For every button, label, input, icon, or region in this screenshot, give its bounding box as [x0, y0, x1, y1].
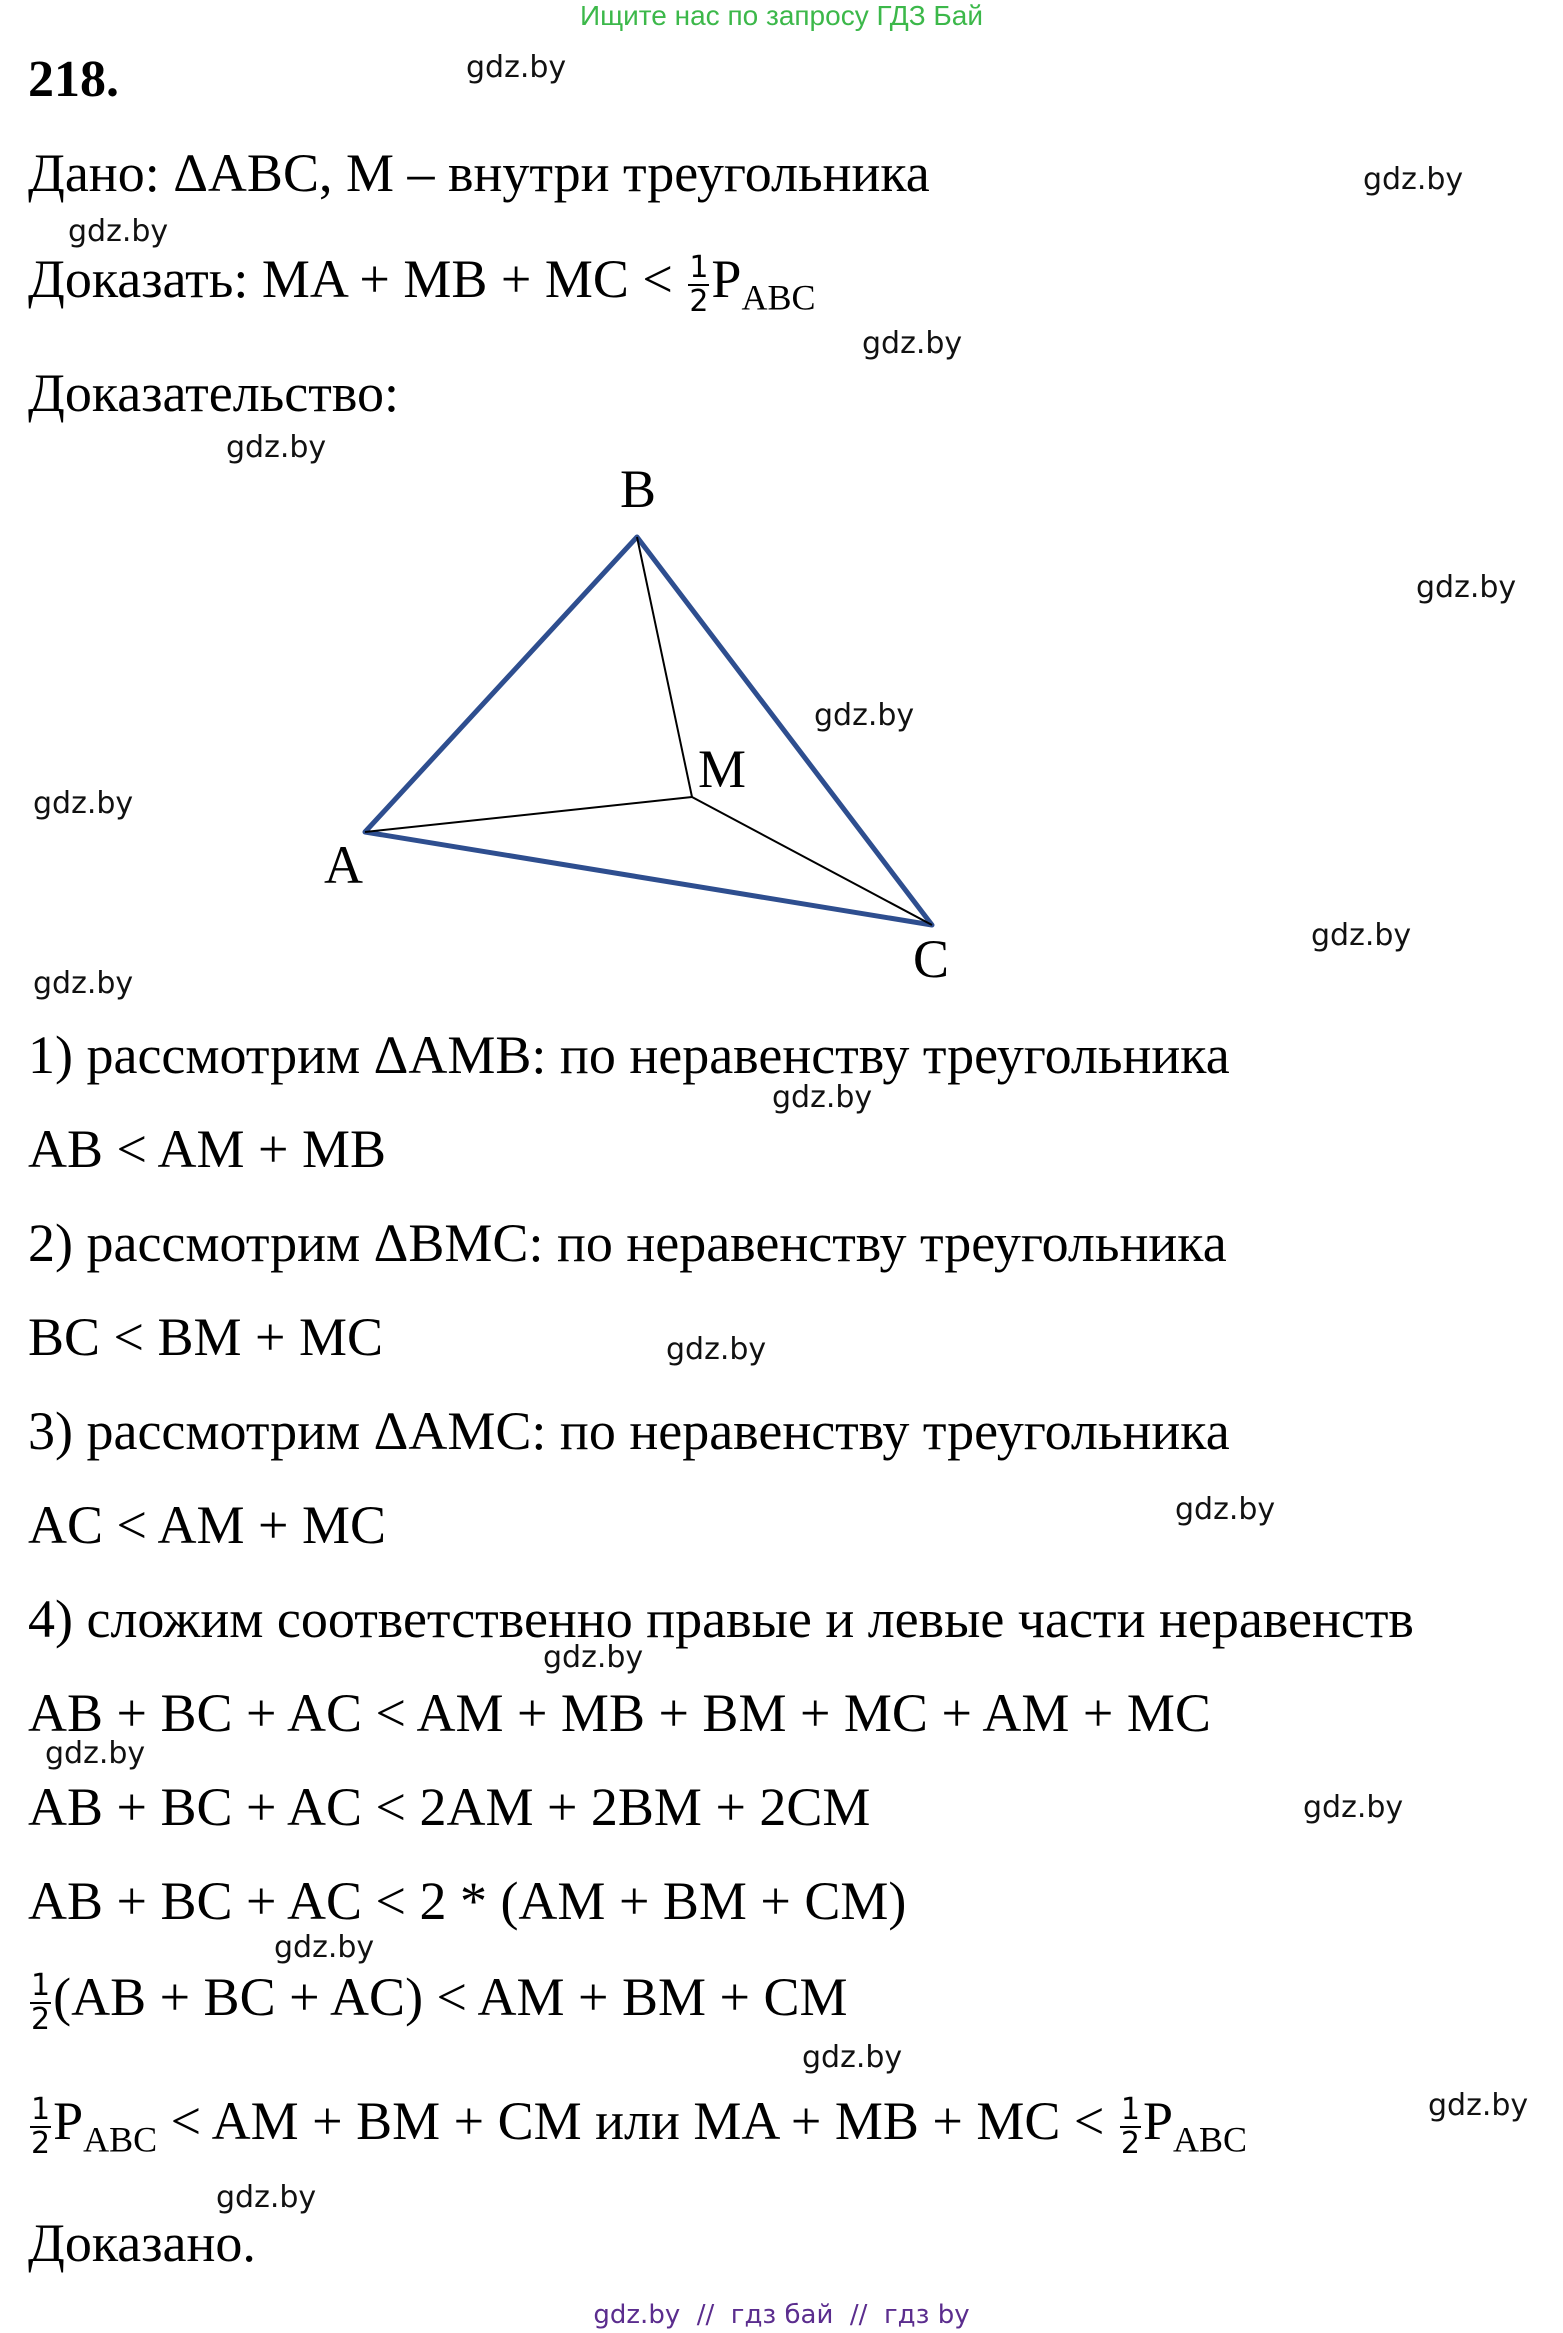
watermark: gdz.by	[814, 698, 915, 733]
proof-heading: Доказательство:	[28, 363, 399, 423]
footer-links[interactable]: gdz.by // гдз бай // гдз by	[593, 2300, 970, 2330]
step-2: 2) рассмотрим ΔBMC: по неравенству треугольника	[28, 1213, 1227, 1273]
fraction-numerator: 1	[31, 2092, 51, 2128]
step-2-inequality: BC < BM + MC	[28, 1307, 384, 1367]
sum-line-2: AB + BC + AC < 2AM + 2BM + 2CM	[28, 1777, 871, 1837]
perimeter-subscript: ABC	[1172, 2119, 1248, 2160]
vertex-label-c: C	[913, 929, 950, 989]
perimeter-symbol: P	[711, 249, 742, 309]
fraction-numerator: 1	[31, 1968, 51, 2004]
watermark: gdz.by	[1175, 1492, 1276, 1527]
watermark: gdz.by	[666, 1332, 767, 1367]
problem-number: 218.	[28, 51, 119, 108]
perimeter-subscript: ABC	[83, 2119, 158, 2160]
watermark: gdz.by	[543, 1640, 644, 1675]
watermark: gdz.by	[1428, 2088, 1529, 2123]
step-3-inequality: AC < AM + MC	[28, 1495, 386, 1555]
watermark: gdz.by	[1303, 1790, 1404, 1825]
fraction-numerator: 1	[689, 250, 709, 286]
final-fraction-1	[30, 2094, 51, 2159]
watermark: gdz.by	[1416, 570, 1517, 605]
perimeter-symbol: P	[1142, 2091, 1173, 2151]
step-4: 4) сложим соответственно правые и левые части неравенств	[28, 1589, 1414, 1649]
segment-am	[365, 797, 692, 832]
step-1-inequality: AB < AM + MB	[28, 1119, 386, 1179]
watermark: gdz.by	[274, 1930, 375, 1965]
vertex-label-b: B	[620, 459, 657, 519]
sum-line-1: AB + BC + AC < AM + MB + BM + MC + AM + MC	[28, 1683, 1211, 1743]
watermark: gdz.by	[1311, 918, 1412, 953]
prove-prefix: Доказать: MA + MB + MC <	[28, 249, 673, 309]
fraction-denominator: 2	[31, 2001, 51, 2037]
final-line	[28, 2090, 1247, 2161]
watermark: gdz.by	[216, 2180, 317, 2215]
given-line: Дано: ΔABC, M – внутри треугольника	[28, 143, 930, 203]
perimeter-symbol: P	[53, 2091, 84, 2151]
half-expression: (AB + BC + AC) < AM + BM + CM	[53, 1967, 848, 2027]
fraction-denominator: 2	[1120, 2125, 1140, 2161]
watermark: gdz.by	[226, 430, 327, 465]
watermark: gdz.by	[802, 2040, 903, 2075]
final-fraction-2	[1120, 2094, 1141, 2159]
fraction-denominator: 2	[31, 2125, 51, 2161]
watermark: gdz.by	[466, 50, 567, 85]
vertex-label-a: A	[324, 835, 363, 895]
half-fraction	[30, 1970, 51, 2035]
final-middle: < AM + BM + CM или MA + MB + MC <	[157, 2091, 1118, 2151]
perimeter-subscript: ABC	[741, 277, 816, 318]
watermark: gdz.by	[45, 1736, 146, 1771]
top-banner[interactable]: Ищите нас по запросу ГДЗ Бай	[579, 0, 984, 31]
half-perimeter-line	[28, 1966, 848, 2035]
step-1: 1) рассмотрим ΔAMB: по неравенству треугольника	[28, 1025, 1230, 1085]
triangle-figure	[0, 0, 1563, 1000]
watermark: gdz.by	[33, 966, 134, 1001]
conclusion: Доказано.	[28, 2213, 256, 2273]
watermark: gdz.by	[862, 326, 963, 361]
fraction-numerator: 1	[1120, 2092, 1140, 2128]
watermark: gdz.by	[68, 214, 169, 249]
watermark: gdz.by	[1363, 162, 1464, 197]
sum-line-3: AB + BC + AC < 2 * (AM + BM + CM)	[28, 1871, 907, 1931]
point-label-m: M	[698, 739, 747, 799]
watermark: gdz.by	[33, 786, 134, 821]
fraction-denominator: 2	[689, 283, 709, 319]
watermark: gdz.by	[772, 1080, 873, 1115]
step-3: 3) рассмотрим ΔAMC: по неравенству треугольника	[28, 1401, 1230, 1461]
